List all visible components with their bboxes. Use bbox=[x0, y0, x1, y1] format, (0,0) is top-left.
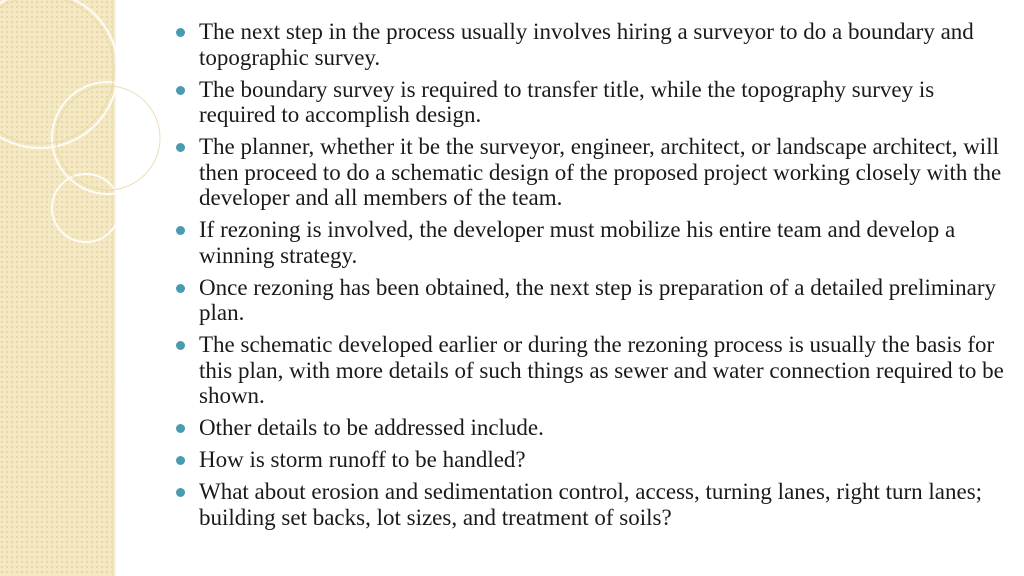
bullet-item-schematic bbox=[176, 332, 1006, 409]
bullet-text: The planner, whether it be the surveyor, engineer, architect, or landscape architect, will then proceed to do a schematic design of the proposed project working closely with the developer and all members of the team. bbox=[199, 134, 1002, 210]
bullet-item-storm-runoff bbox=[176, 447, 1006, 473]
bullet-item-erosion-control bbox=[176, 479, 1006, 530]
bullet-item-other-details bbox=[176, 415, 1006, 441]
bullet-dot-icon bbox=[176, 226, 185, 235]
bullet-text: The schematic developed earlier or during the rezoning process is usually the basis for this plan, with more details of such things as sewer and water connection required to be shown. bbox=[199, 332, 1004, 408]
bullet-item-preliminary-plan bbox=[176, 275, 1006, 326]
side-panel-edge bbox=[112, 0, 116, 576]
bullet-text: Other details to be addressed include. bbox=[199, 415, 544, 440]
bullet-dot-icon bbox=[176, 488, 185, 497]
bullet-text: If rezoning is involved, the developer must mobilize his entire team and develop a winning strategy. bbox=[199, 217, 956, 268]
bullet-text: How is storm runoff to be handled? bbox=[199, 447, 526, 472]
bullet-dot-icon bbox=[176, 456, 185, 465]
slide-body bbox=[176, 19, 1006, 537]
bullet-list bbox=[176, 19, 1006, 530]
bullet-dot-icon bbox=[176, 143, 185, 152]
bullet-dot-icon bbox=[176, 28, 185, 37]
bullet-dot-icon bbox=[176, 86, 185, 95]
bullet-item-rezoning bbox=[176, 217, 1006, 268]
bullet-dot-icon bbox=[176, 284, 185, 293]
bullet-text: The next step in the process usually involves hiring a surveyor to do a boundary and topographic survey. bbox=[199, 19, 974, 70]
bullet-text: The boundary survey is required to transfer title, while the topography survey is required to accomplish design. bbox=[199, 76, 935, 127]
bullet-item-boundary-survey bbox=[176, 77, 1006, 128]
bullet-item-planner bbox=[176, 134, 1006, 211]
bullet-dot-icon bbox=[176, 341, 185, 350]
decorative-side-panel bbox=[0, 0, 112, 576]
bullet-dot-icon bbox=[176, 424, 185, 433]
bullet-text: What about erosion and sedimentation control, access, turning lanes, right turn lanes; building set backs, lot sizes, and treatment of soils? bbox=[199, 479, 983, 530]
bullet-text: Once rezoning has been obtained, the next step is preparation of a detailed preliminary plan. bbox=[199, 274, 997, 325]
bullet-item-surveyor bbox=[176, 19, 1006, 70]
